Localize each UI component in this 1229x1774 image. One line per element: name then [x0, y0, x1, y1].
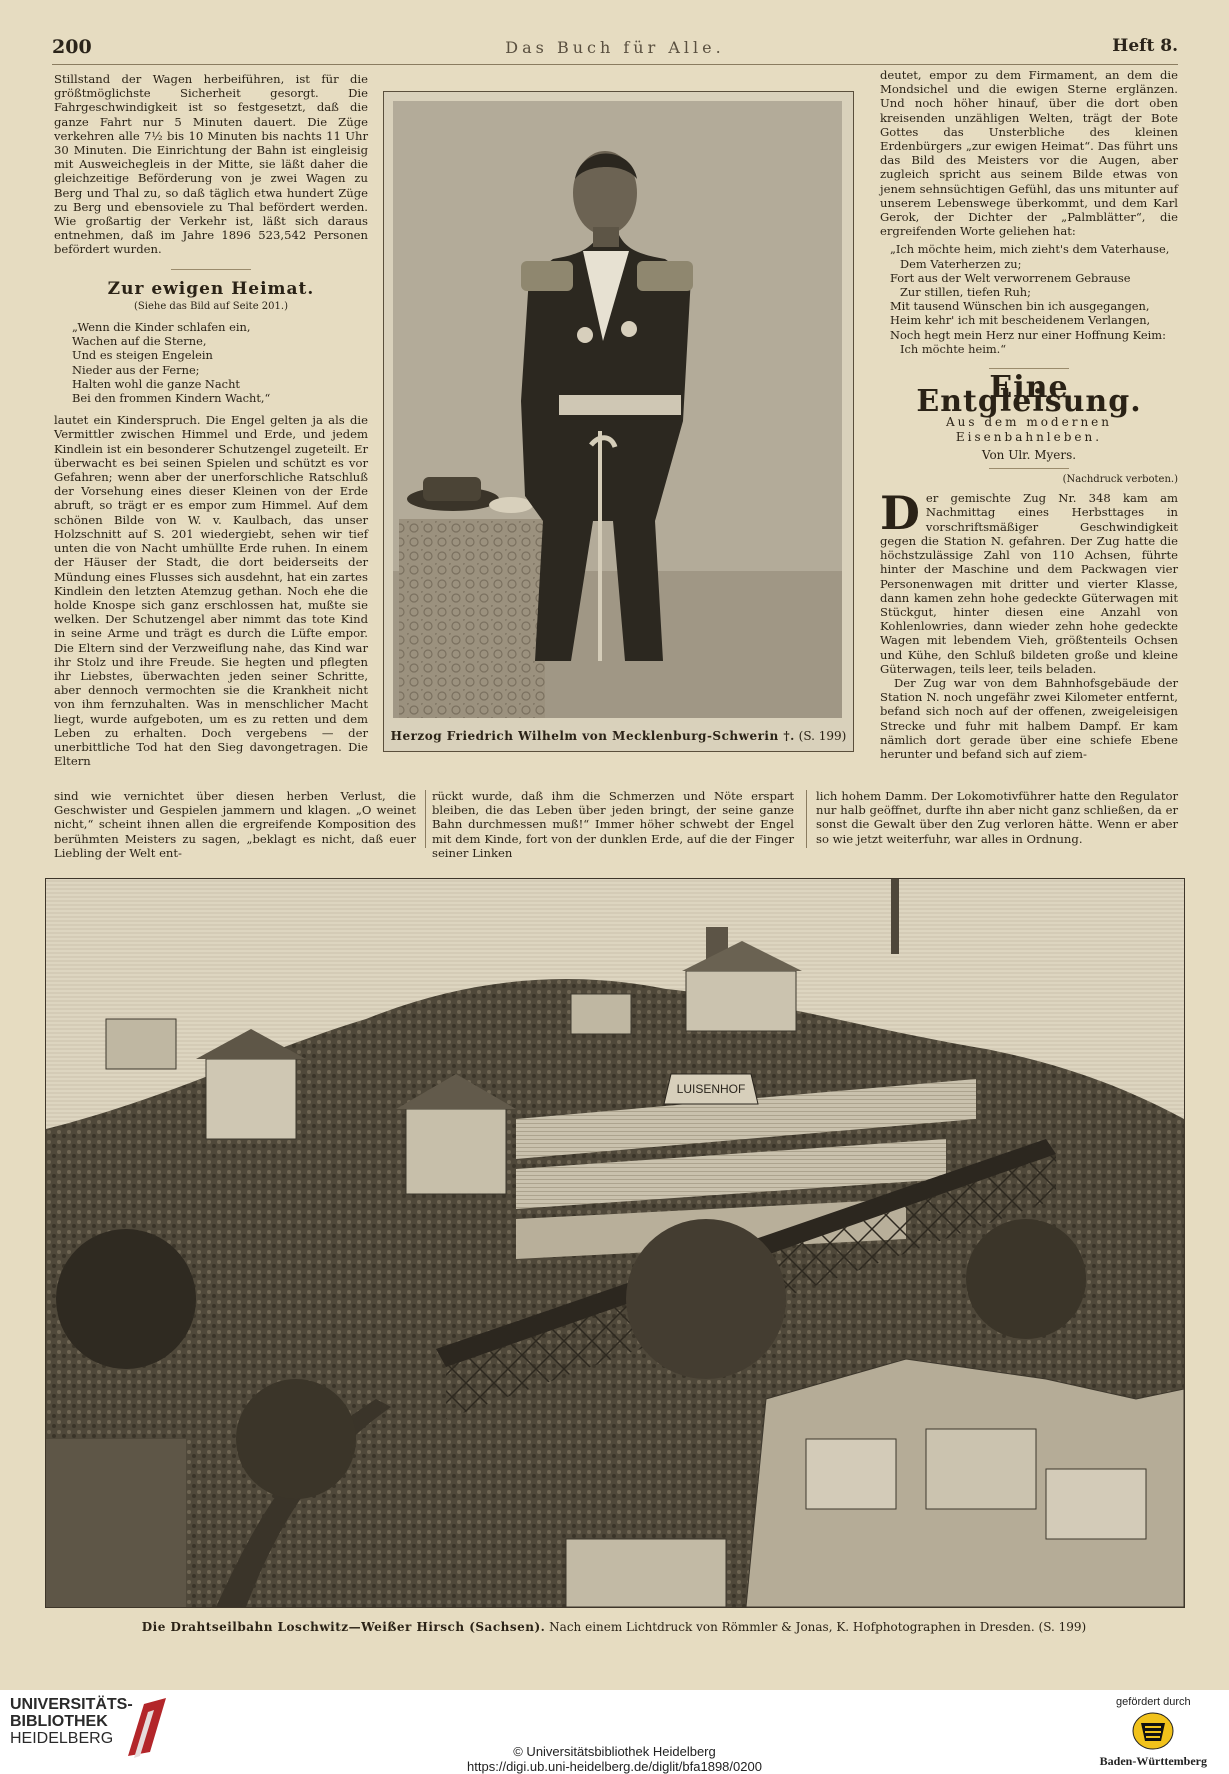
poem-gerok	[880, 242, 1178, 356]
left-column	[54, 72, 368, 768]
col3-intro: deutet, empor zu dem Firmament, an dem die Mondsichel und die ewigen Sterne erglänzen. Und noch höher hinauf, über die dort oben kreisenden unzähligen Welten, trägt der Bote Gottes das Unsterbliche des kleinen Erdenbürgers „zur ewigen Heimat“. Das führt uns das Bild des Meisters vor die Augen, aber zugleich spricht aus seinem Bilde etwas von jenem sehnsüchtigen Gefühl, das uns mitunter auf unserem Lebenswege überkommt, und dem Karl Gerok, der Dichter der „Palmblätter“, die ergreifenden Worte geliehen hat:	[880, 68, 1178, 239]
poem-line: Zur stillen, tiefen Ruh;	[900, 285, 1031, 300]
poem-line: „Wenn die Kinder schlafen ein,	[72, 320, 251, 335]
engraving-frame	[45, 878, 1185, 1608]
poem-line: Dem Vaterherzen zu;	[900, 256, 1022, 271]
section-divider	[171, 269, 251, 270]
right-column	[880, 68, 1178, 761]
column-rule	[425, 790, 426, 848]
poem-line: Halten wohl die ganze Nacht	[72, 376, 240, 391]
poem-line: Noch hegt mein Herz nur einer Hoffnung Keim:	[890, 327, 1166, 342]
story-para-1	[880, 486, 1178, 676]
funded-by-text: gefördert durch	[1116, 1696, 1191, 1708]
engraving-caption-ref: (S. 199)	[1038, 1620, 1087, 1634]
header-rule	[52, 64, 1178, 65]
bottom-middle-text: rückt wurde, daß ihm die Schmerzen und Nöte erspart bleiben, die das Leben über jeden bringt, der seine ganze Bahn durchmessen muß!“ Immer höher schwebt der Engel mit dem Kinde, fort von der dunklen Erde, auf die der Finger seiner Linken	[432, 789, 794, 860]
see-note: (Siehe das Bild auf Seite 201.)	[134, 300, 288, 312]
luisenhof-sign: LUISENHOF	[676, 1082, 746, 1096]
poem-line: Mit tausend Wünschen bin ich ausgegangen,	[890, 299, 1150, 314]
portrait-caption-title: Herzog Friedrich Wilhelm von Mecklenburg-Schwerin †.	[390, 729, 795, 743]
funding-badge	[1100, 1696, 1207, 1769]
copyright-text: © Universitätsbibliothek Heidelberg	[513, 1744, 716, 1759]
drop-cap: D	[880, 486, 920, 541]
engraving-caption-text: Nach einem Lichtdruck von Römmler & Jonas, K. Hofphotographen in Dresden.	[549, 1620, 1035, 1634]
portrait-frame	[383, 91, 854, 752]
bottom-right-text: lich hohem Damm. Der Lokomotivführer hatte den Regulator nur halb geöffnet, durfte ihn aber nicht ganz schließen, da er sonst die Gewalt über den Zug verloren hätte. Wenn er aber so wie jetzt weiterfuhr, war alles in Ordnung.	[816, 789, 1178, 846]
portrait-caption	[384, 729, 853, 743]
story-divider	[989, 368, 1069, 369]
library-line: UNIVERSITÄTS-	[10, 1696, 133, 1713]
poem-line: Fort aus der Welt verworrenem Gebrause	[890, 270, 1131, 285]
state-name: Baden-Württemberg	[1099, 1754, 1207, 1768]
page-number: 200	[52, 36, 92, 58]
column-rule	[806, 790, 807, 848]
poem-line: „Ich möchte heim, mich zieht's dem Vaterhause,	[890, 242, 1170, 257]
story-title: Eine Entgleisung.	[916, 370, 1142, 420]
story-para-2: Der Zug war von dem Bahnhofsgebäude der Station N. noch ungefähr zwei Kilometer entfernt, befand sich noch auf der offenen, zweigeleisigen Strecke und fuhr mit halbem Dampf. Er kam nämlich dort gerade über eine schiefe Ebene herunter und befand sich auf ziem-	[880, 675, 1178, 761]
poem-line: Heim kehr' ich mit bescheidenem Verlangen,	[890, 313, 1151, 328]
issue-number: Heft 8.	[1112, 36, 1178, 56]
story-author: Von Ulr. Myers.	[981, 447, 1077, 462]
bottom-left-text: sind wie vernichtet über diesen herben Verlust, die Geschwister und Gespielen jammern und klagen. „O weinet nicht,“ scheint ihnen allen die ergreifende Komposition des berühmten Meisters zu sagen, „beklagt es nicht, daß euer Liebling der Welt ent-	[54, 789, 416, 860]
poem-line: Ich möchte heim.“	[900, 341, 1007, 356]
portrait-caption-ref: (S. 199)	[798, 729, 847, 743]
engraving-caption-title: Die Drahtseilbahn Loschwitz—Weißer Hirsch (Sachsen).	[141, 1620, 546, 1634]
portrait-figure	[393, 101, 842, 718]
poem-line: Nieder aus der Ferne;	[72, 362, 200, 377]
poem-line: Wachen auf die Sterne,	[72, 334, 207, 349]
state-coat-of-arms-icon	[1131, 1711, 1175, 1751]
col1-intro: Stillstand der Wagen herbeiführen, ist für die größtmöglichste Sicherheit gesorgt. Die Fahrgeschwindigkeit ist so festgesetzt, daß die ganze Fahrt nur 5 Minuten dauert. Die Züge verkehren alle 7½ bis 10 Minuten bis nachts 11 Uhr 30 Minuten. Die Einrichtung der Bahn ist eingleisig mit Ausweichegleis in der Mitte, sie läßt daher die gleichzeitige Beförderung von je zwei Wagen zu Berg und Thal zu, so daß täglich etwa hundert Züge zu Berg und ebensoviele zu Thal befördert werden. Wie großartig der Verkehr ist, läßt sich daraus entnehmen, daß im Jahre 1896 523,542 Personen befördert wurden.	[54, 72, 368, 257]
col1-body: lautet ein Kinderspruch. Die Engel gelten ja als die Vermittler zwischen Himmel und Erde, und jedem Kindlein ist ein besonderer Schutzengel zugeteilt. Er überwacht es bei seinen Spielen und schützt es vor Gefahren; wenn aber der unerforschliche Ratschluß der Vorsehung eines dieser Kleinen von der Erde abruft, so trägt er es empor zum Himmel. Auf dem schönen Bilde von W. v. Kaulbach, das unser Holzschnitt auf S. 201 wiedergiebt, sehen wir tief unten die von Nacht umhüllte Erde ruhen. In einem der Häuser der Stadt, die dort beiderseits der Mündung eines Flusses sich ausdehnt, hat ein zartes Kindlein den letzten Atemzug gethan. Noch ehe die holde Knospe sich ganz erschlossen hat, mußte sie welken. Der Schutzengel aber nimmt das tote Kind in seine Arme und trägt es durch die Lüfte empor. Die Eltern sind der Verzweiflung nahe, das Kind war ihr Stolz und ihre Freude. Sie hegten und pflegten ihr Liebstes, überwachten jeden seiner Schritte, aber dennoch vermochten sie die Krankheit nicht von ihm fernzuhalten. Was in menschlicher Macht liegt, wurde aufgeboten, um es zu retten und dem Leben zu erhalten. Doch vergebens — der unerbittliche Tod hat den Sieg davongetragen. Die Eltern	[54, 413, 368, 769]
poem-kinderspruch	[54, 320, 368, 405]
page-header	[52, 36, 1178, 60]
library-line: HEIDELBERG	[10, 1730, 114, 1747]
library-line: BIBLIOTHEK	[10, 1713, 108, 1730]
story-subtitle: Aus dem modernen Eisenbahnleben.	[945, 415, 1113, 444]
text-bottom-row	[54, 789, 1178, 860]
reprint-note: (Nachdruck verboten.)	[1062, 474, 1178, 486]
engraving-caption	[46, 1620, 1182, 1634]
poem-line: Und es steigen Engelein	[72, 348, 213, 363]
footer-credit	[0, 1744, 1229, 1774]
author-divider	[989, 468, 1069, 469]
poem-line: Bei den frommen Kindern Wacht,“	[72, 391, 271, 406]
section-title: Zur ewigen Heimat.	[107, 278, 315, 299]
portrait-photo	[393, 101, 842, 718]
story-para-1-text: er gemischte Zug Nr. 348 kam am Nachmittag eines Herbsttages in vorschriftsmäßiger Geschwindigkeit gegen die Station N. gefahren. Der Zug hatte die höchstzulässige Zahl von 110 Achsen, führte hinter der Maschine und dem Packwagen vier Personenwagen mit dritter und vierter Klasse, dann kamen zehn hohe gedeckte Güterwagen mit Stückgut, hinter diesen eine Anzahl von Kohlenlowries, dann wieder zehn hohe gedeckte Wagen mit lebendem Vieh, größtenteils Ochsen und Kühe, den Schluß bildeten große und kleine Güterwagen, teils leer, teils beladen.	[880, 491, 1178, 676]
library-logo-text	[10, 1696, 133, 1747]
digitization-footer	[0, 1690, 1229, 1773]
running-title: Das Buch für Alle.	[505, 38, 725, 57]
source-url[interactable]: https://digi.ub.uni-heidelberg.de/diglit/bfa1898/0200	[467, 1759, 762, 1774]
funicular-engraving	[46, 879, 1184, 1607]
